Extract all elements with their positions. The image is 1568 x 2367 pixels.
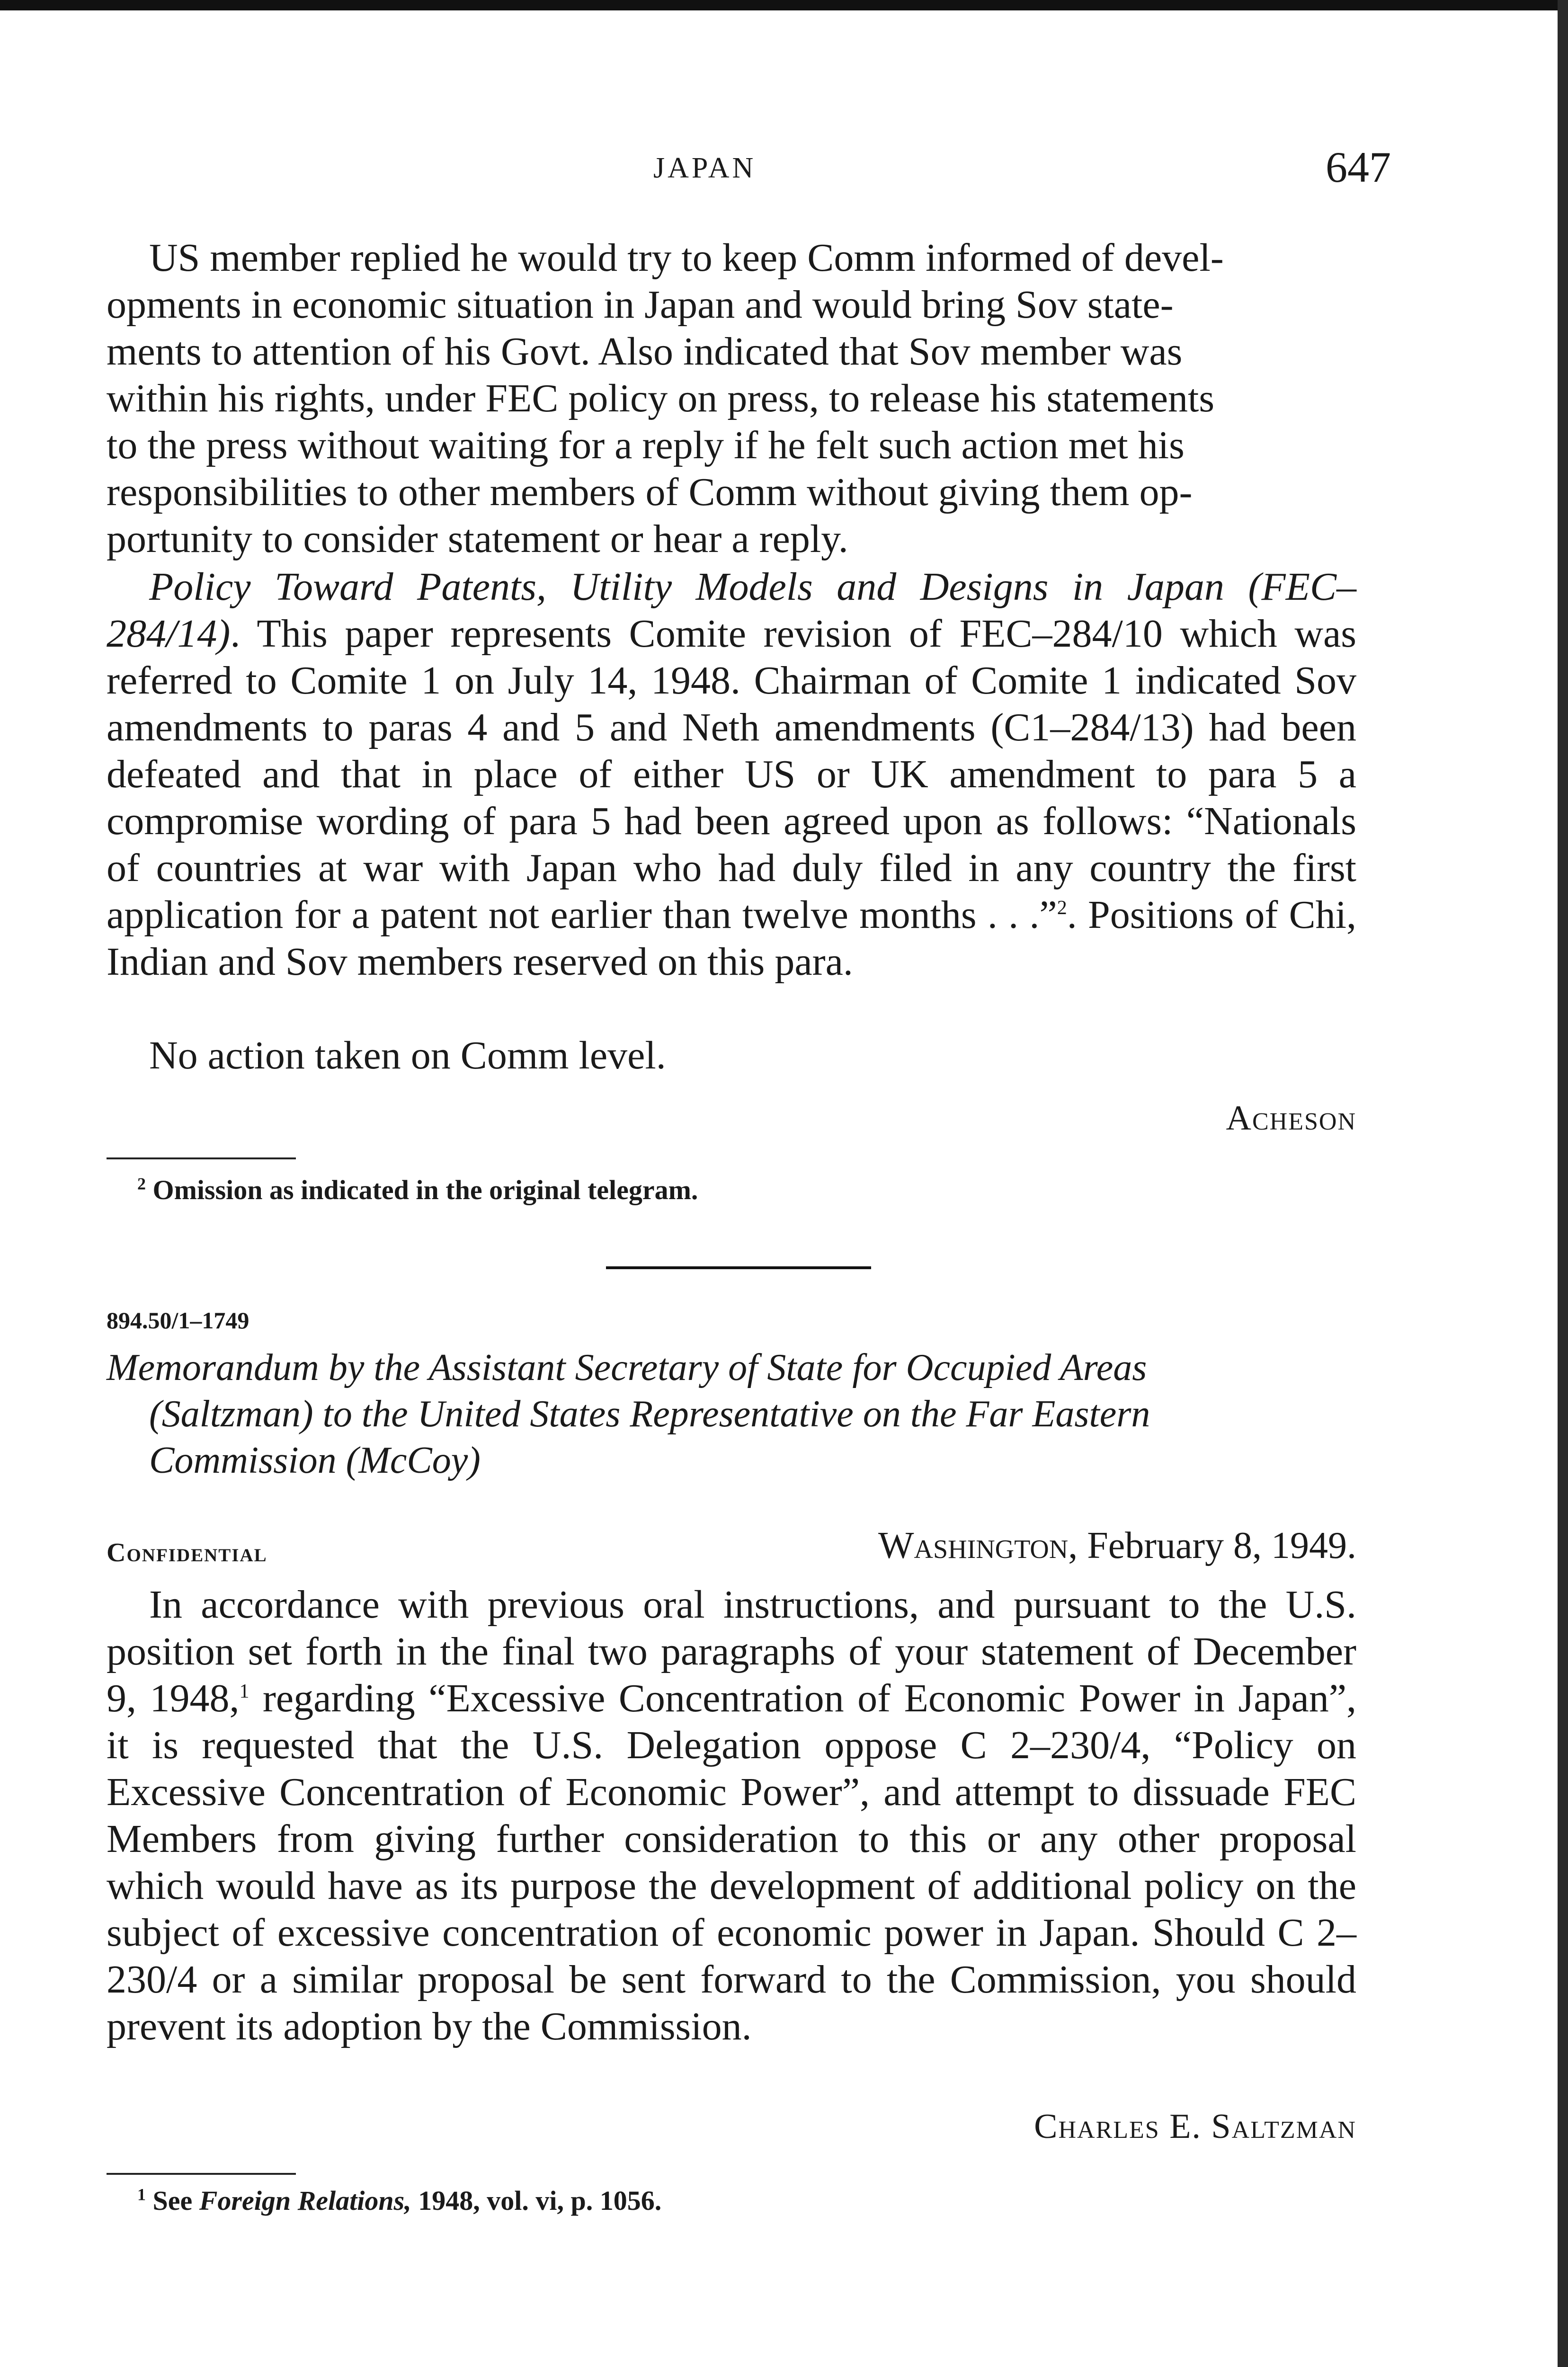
- footnote-2: [137, 1174, 698, 1206]
- text-line: within his rights, under FEC policy on press, to release his statements: [107, 376, 1215, 420]
- dateline: [107, 1524, 1356, 1576]
- footnote-mark: 2: [137, 1174, 146, 1193]
- footnote-mark: 1: [137, 2185, 146, 2204]
- signature-acheson: Acheson: [1226, 1099, 1356, 1138]
- memo-title-line: Memorandum by the Assistant Secretary of State for Occupied Areas: [107, 1347, 1147, 1388]
- footnote-italic: Foreign Relations,: [199, 2185, 411, 2216]
- top-scan-edge: [0, 0, 1568, 10]
- footnote-1: [137, 2185, 661, 2216]
- text-line: responsibilities to other members of Comm without giving them op-: [107, 470, 1193, 514]
- file-number: 894.50/1–1749: [107, 1307, 249, 1334]
- page-header: [0, 142, 1568, 194]
- paper-text: . This paper represents Comite revision of FEC–284/10 which was referred to Comite 1 on July 14, 1948. Chairman of Comite 1 indicated Sov amendments to paras 4 and 5 and Neth amendments (C1–284/13) had been defeated and that in place of either US or UK amendment to para 5 a compromise wording of para 5 had been agreed upon as follows: “Nationals of countries at war with Japan who had duly filed in any country the first application for a patent not earlier than twelve months . . .”: [107, 612, 1356, 937]
- paper-text-after: . Positions of Chi, Indian and Sov members reserved on this para.: [107, 893, 1356, 984]
- date-line: [878, 1524, 1356, 1567]
- section-divider: [606, 1266, 871, 1269]
- memo-body-part2: regarding “Excessive Concentration of Economic Power in Japan”, it is requested that the U.S. Delegation oppose C 2–230/4, “Policy on Excessive Concentration of Economic Power”, and attempt to dissuade FEC Members from giving further consideration to this or any other proposal which would have as its purpose the development of additional policy on the subject of excessive concentration of economic power in Japan. Should C 2–230/4 or a similar proposal be sent forward to the Commission, you should prevent its adoption by the Commission.: [107, 1676, 1356, 2048]
- right-scan-edge: [1558, 0, 1568, 2367]
- text-line: US member replied he would try to keep Comm informed of devel-: [149, 236, 1224, 280]
- running-head: JAPAN: [653, 152, 757, 184]
- page-number: 647: [1326, 143, 1391, 191]
- footnote-rule: [107, 1157, 296, 1159]
- place: Washington,: [878, 1525, 1078, 1566]
- memo-body: [107, 1581, 1356, 2050]
- paragraph-no-action: No action taken on Comm level.: [149, 1033, 666, 1077]
- footnote-text: Omission as indicated in the original telegram.: [152, 1175, 698, 1205]
- text-line: ments to attention of his Govt. Also indicated that Sov member was: [107, 329, 1183, 374]
- paragraph-patents-policy: [107, 563, 1356, 985]
- memo-body-part1: In accordance with previous oral instructions, and pursuant to the U.S. position set forth in the final two paragraphs of your statement of December 9, 1948,: [107, 1583, 1356, 1720]
- memo-title: [107, 1344, 1356, 1484]
- text-line: portunity to consider statement or hear a reply.: [107, 517, 848, 561]
- footnote-suffix: 1948, vol. vi, p. 1056.: [411, 2185, 662, 2216]
- footnote-ref-2: 2: [1057, 897, 1067, 919]
- paper-title: Policy Toward Patents, Utility Models and Designs in Japan (FEC–284/14): [107, 565, 1356, 656]
- signature-saltzman: Charles E. Saltzman: [1034, 2107, 1356, 2146]
- date: February 8, 1949.: [1087, 1525, 1356, 1566]
- paragraph-us-member: [107, 234, 1356, 562]
- memo-title-line: Commission (McCoy): [149, 1440, 481, 1481]
- footnote-rule: [107, 2173, 296, 2175]
- footnote-prefix: See: [152, 2185, 199, 2216]
- footnote-ref-1: 1: [239, 1681, 249, 1702]
- text-line: to the press without waiting for a reply if he felt such action met his: [107, 423, 1185, 467]
- memo-title-line: (Saltzman) to the United States Representative on the Far Eastern: [149, 1393, 1150, 1435]
- text-line: opments in economic situation in Japan and would bring Sov state-: [107, 283, 1174, 327]
- classification: Confidential: [107, 1538, 267, 1567]
